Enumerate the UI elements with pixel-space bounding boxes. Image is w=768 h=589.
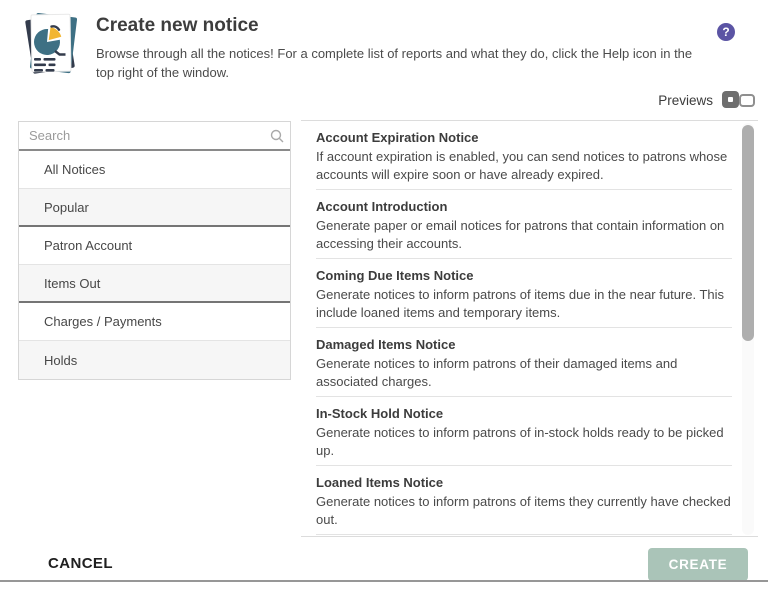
search-input[interactable] (19, 122, 290, 149)
help-icon[interactable] (717, 23, 735, 41)
sidebar-item-label: Items Out (44, 275, 101, 291)
notice-title: In-Stock Hold Notice (316, 406, 444, 421)
sidebar-item[interactable] (19, 341, 290, 379)
page-title: Create new notice (96, 15, 259, 36)
previews-toggle[interactable] (722, 91, 755, 109)
toggle-knob (722, 91, 739, 108)
notice-title: Account Introduction (316, 199, 448, 214)
sidebar-item-label: All Notices (44, 162, 106, 177)
page-description: Browse through all the notices! For a complete list of reports and what they do, click the Help icon in the top right of the window. (96, 46, 693, 80)
notice-title: Coming Due Items Notice (316, 268, 474, 283)
notices-panel (301, 120, 758, 537)
toggle-track (739, 94, 755, 107)
sidebar-item[interactable] (19, 189, 290, 227)
notice-description: Generate notices to inform patrons of their damaged items and associated charges. (316, 356, 678, 389)
notice-item[interactable] (316, 258, 732, 327)
notice-item[interactable] (316, 189, 732, 258)
sidebar-item[interactable] (19, 151, 290, 189)
notice-item[interactable] (316, 396, 732, 465)
notice-item[interactable] (316, 465, 732, 535)
search-icon (270, 129, 284, 143)
notice-title: Account Expiration Notice (316, 130, 479, 145)
sidebar-item[interactable] (19, 227, 290, 265)
notice-title: Loaned Items Notice (316, 475, 444, 490)
sidebar-item[interactable] (19, 265, 290, 303)
help-icon-glyph: ? (722, 25, 730, 39)
sidebar-item-label: Popular (44, 199, 89, 215)
report-pie-chart-icon (14, 6, 88, 80)
category-list (19, 151, 290, 379)
cancel-button[interactable]: CANCEL (48, 555, 113, 572)
scrollbar-thumb[interactable] (742, 125, 754, 341)
notice-description: Generate notices to inform patrons of items due in the near future. This include loaned items and temporary items. (316, 287, 725, 320)
notice-list (316, 121, 732, 535)
category-sidebar (18, 121, 291, 380)
notice-description: Generate notices to inform patrons of items they currently have checked out. (316, 494, 731, 527)
header (96, 15, 712, 82)
search-box (19, 122, 290, 151)
notice-description: Generate paper or email notices for patrons that contain information on accessing their accounts. (316, 218, 725, 251)
sidebar-item-label: Holds (44, 352, 78, 368)
sidebar-item[interactable] (19, 303, 290, 341)
create-button[interactable]: CREATE (648, 548, 748, 581)
notice-description: Generate notices to inform patrons of in-stock holds ready to be picked up. (316, 425, 724, 458)
dialog-bottom-edge (0, 580, 768, 582)
notice-description: If account expiration is enabled, you can send notices to patrons whose accounts will expire soon or have already expired. (316, 149, 728, 182)
notice-item[interactable] (316, 121, 732, 189)
previews-label: Previews (658, 92, 713, 108)
notice-title: Damaged Items Notice (316, 337, 456, 352)
notice-item[interactable] (316, 327, 732, 396)
sidebar-item-label: Charges / Payments (44, 314, 162, 329)
sidebar-item-label: Patron Account (44, 238, 133, 253)
previews-control (658, 91, 755, 109)
